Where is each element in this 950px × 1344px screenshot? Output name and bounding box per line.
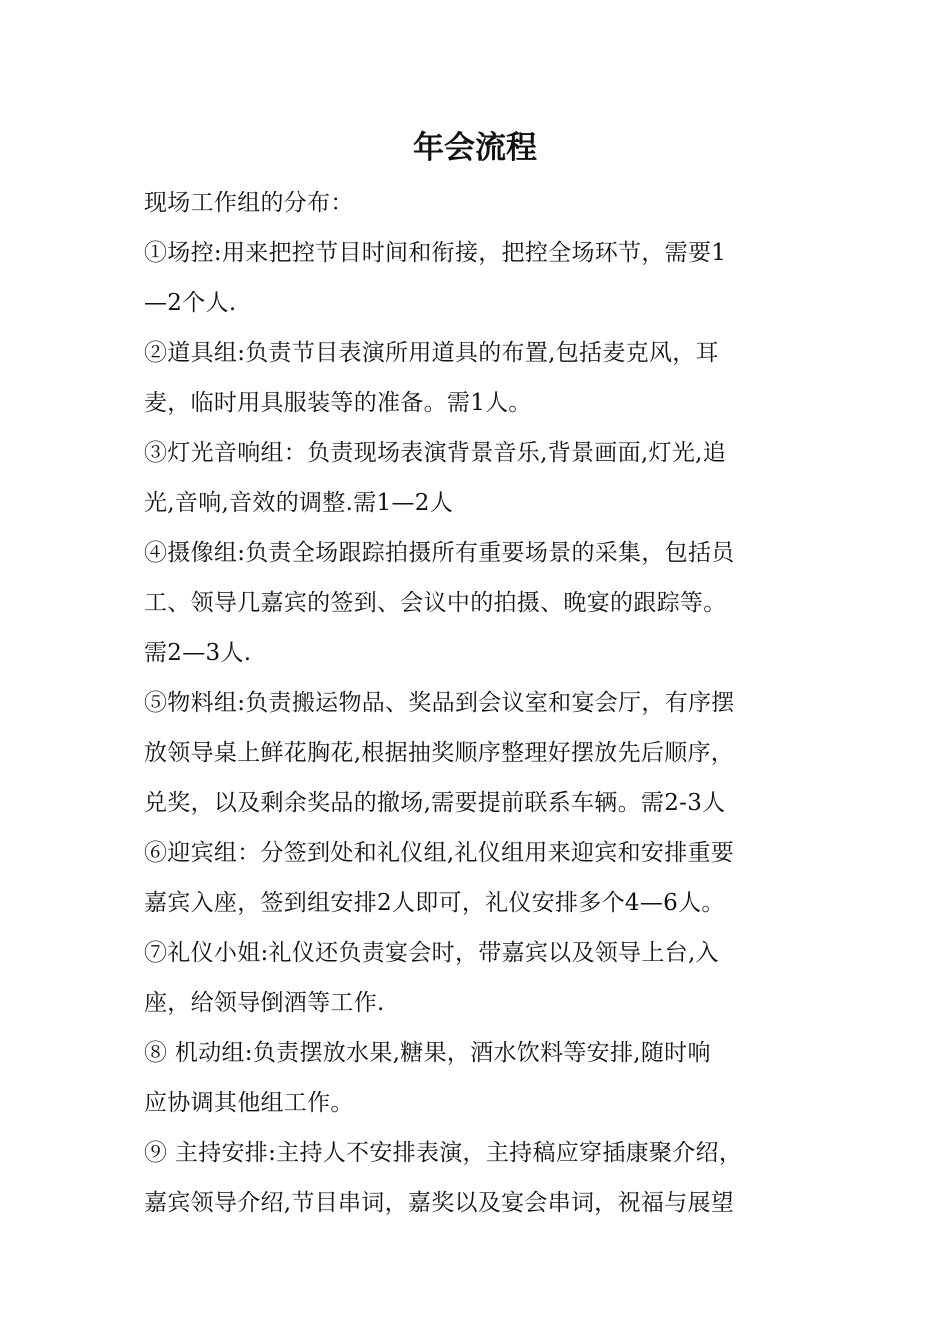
body-line: ⑧ 机动组:负责摆放水果,糖果，酒水饮料等安排,随时响 xyxy=(144,1040,711,1066)
body-line: 放领导桌上鲜花胸花,根据抽奖顺序整理好摆放先后顺序， xyxy=(144,740,735,766)
body-line: 麦，临时用具服装等的准备。需1人。 xyxy=(144,390,532,416)
body-line: 兑奖，以及剩余奖品的撤场,需要提前联系车辆。需2-3人 xyxy=(144,790,726,816)
body-line: 光,音响,音效的调整.需1—2人 xyxy=(144,490,453,516)
body-line: ②道具组:负责节目表演所用道具的布置,包括麦克风，耳 xyxy=(144,340,719,366)
body-line: ①场控:用来把控节目时间和衔接，把控全场环节，需要1 xyxy=(144,240,727,266)
body-line: 工、领导几嘉宾的签到、会议中的拍摄、晚宴的跟踪等。 xyxy=(144,590,727,616)
body-line: 需2—3人. xyxy=(144,640,252,666)
body-line: 应协调其他组工作。 xyxy=(144,1090,354,1116)
page-title: 年会流程 xyxy=(413,130,537,166)
document-body xyxy=(144,178,804,1228)
body-line-intro: 现场工作组的分布： xyxy=(144,190,354,216)
body-line: —2个人. xyxy=(144,290,237,316)
body-line: 座，给领导倒酒等工作. xyxy=(144,990,385,1016)
body-line: ③灯光音响组：负责现场表演背景音乐,背景画面,灯光,追 xyxy=(144,440,727,466)
body-line: 嘉宾领导介绍,节目串词，嘉奖以及宴会串词，祝福与展望 xyxy=(144,1190,735,1216)
body-line: ⑤物料组:负责搬运物品、奖品到会议室和宴会厅，有序摆 xyxy=(144,690,735,716)
body-line: ④摄像组:负责全场跟踪拍摄所有重要场景的采集，包括员 xyxy=(144,540,735,566)
body-line: ⑥迎宾组：分签到处和礼仪组,礼仪组用来迎宾和安排重要 xyxy=(144,840,735,866)
body-line: ⑦礼仪小姐:礼仪还负责宴会时，带嘉宾以及领导上台,入 xyxy=(144,940,719,966)
body-line: 嘉宾入座，签到组安排2人即可，礼仪安排多个4—6人。 xyxy=(144,890,725,916)
body-line: ⑨ 主持安排:主持人不安排表演，主持稿应穿插康聚介绍， xyxy=(144,1140,743,1166)
